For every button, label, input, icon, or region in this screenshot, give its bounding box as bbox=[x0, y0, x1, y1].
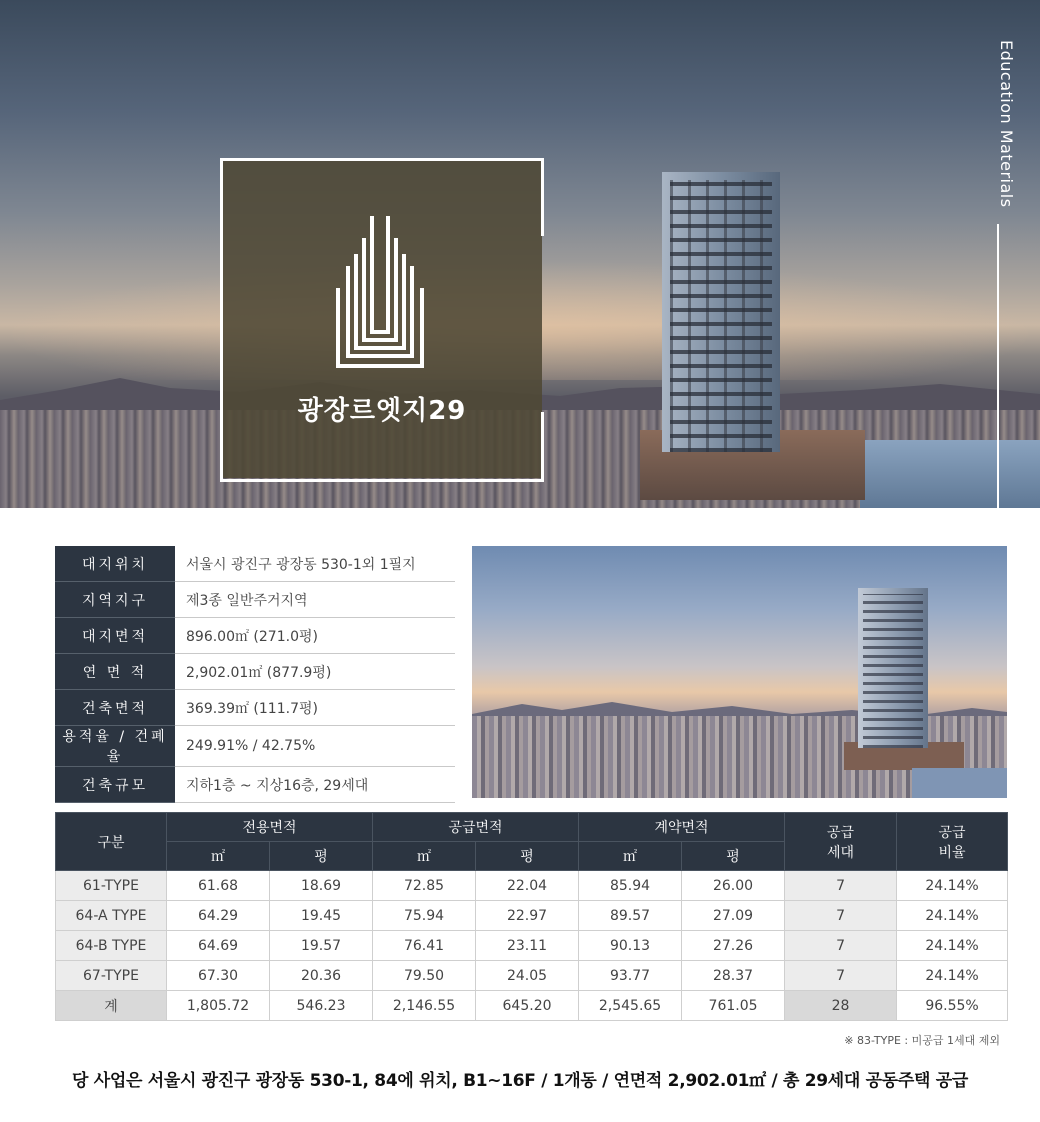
cell-ex-m: 67.30 bbox=[167, 961, 270, 991]
footnote: ※ 83-TYPE : 미공급 1세대 제외 bbox=[844, 1034, 1000, 1047]
table-row bbox=[56, 961, 1008, 991]
info-label: 용적율 / 건폐율 bbox=[55, 726, 175, 767]
header-pyeong: 평 bbox=[682, 842, 785, 871]
cell-type: 계 bbox=[56, 991, 167, 1021]
frame-line bbox=[220, 479, 544, 482]
cell-ex-m: 64.69 bbox=[167, 931, 270, 961]
photo-river bbox=[912, 768, 1007, 798]
header-sqm: ㎡ bbox=[579, 842, 682, 871]
info-row bbox=[55, 767, 455, 803]
info-label: 대지면적 bbox=[55, 618, 175, 654]
info-label: 대지위치 bbox=[55, 546, 175, 582]
info-value: 896.00㎡ (271.0평) bbox=[175, 618, 455, 654]
header-sqm: ㎡ bbox=[373, 842, 476, 871]
cell-co-m: 85.94 bbox=[579, 871, 682, 901]
cell-ratio: 24.14% bbox=[897, 961, 1008, 991]
header-pyeong: 평 bbox=[476, 842, 579, 871]
header-pyeong: 평 bbox=[270, 842, 373, 871]
project-info-table bbox=[55, 546, 455, 803]
cell-ratio: 96.55% bbox=[897, 991, 1008, 1021]
cell-co-p: 27.26 bbox=[682, 931, 785, 961]
cell-type: 64-B TYPE bbox=[56, 931, 167, 961]
cell-ratio: 24.14% bbox=[897, 901, 1008, 931]
cell-co-p: 26.00 bbox=[682, 871, 785, 901]
photo-tower bbox=[858, 588, 928, 748]
building-photo bbox=[472, 546, 1007, 798]
info-row bbox=[55, 618, 455, 654]
cell-type: 64-A TYPE bbox=[56, 901, 167, 931]
header-sqm: ㎡ bbox=[167, 842, 270, 871]
info-value: 2,902.01㎡ (877.9평) bbox=[175, 654, 455, 690]
info-row bbox=[55, 726, 455, 767]
header-supply-units: 공급 세대 bbox=[785, 813, 897, 871]
info-label: 연 면 적 bbox=[55, 654, 175, 690]
cell-su-p: 23.11 bbox=[476, 931, 579, 961]
brand-name: 광장르엣지29 bbox=[297, 396, 467, 426]
cell-ratio: 24.14% bbox=[897, 931, 1008, 961]
cell-co-p: 761.05 bbox=[682, 991, 785, 1021]
frame-line bbox=[541, 158, 544, 236]
cell-ex-p: 19.45 bbox=[270, 901, 373, 931]
cell-units: 28 bbox=[785, 991, 897, 1021]
unit-area-table bbox=[55, 812, 1008, 1021]
divider-line bbox=[997, 224, 999, 508]
info-value: 249.91% / 42.75% bbox=[175, 726, 455, 767]
table-row bbox=[56, 931, 1008, 961]
hero-banner bbox=[0, 0, 1040, 508]
info-row bbox=[55, 546, 455, 582]
info-value: 지하1층 ~ 지상16층, 29세대 bbox=[175, 767, 455, 803]
project-summary: 당 사업은 서울시 광진구 광장동 530-1, 84에 위치, B1~16F / 1개동 / 연면적 2,902.01㎡ / 총 29세대 공동주택 공급 bbox=[71, 1071, 969, 1091]
table-row bbox=[56, 901, 1008, 931]
cell-su-m: 79.50 bbox=[373, 961, 476, 991]
frame-line bbox=[220, 158, 223, 482]
info-row bbox=[55, 582, 455, 618]
table-row bbox=[56, 871, 1008, 901]
cell-co-p: 27.09 bbox=[682, 901, 785, 931]
cell-ex-p: 19.57 bbox=[270, 931, 373, 961]
cell-ex-p: 546.23 bbox=[270, 991, 373, 1021]
cell-co-m: 89.57 bbox=[579, 901, 682, 931]
cell-ex-p: 20.36 bbox=[270, 961, 373, 991]
cell-su-m: 76.41 bbox=[373, 931, 476, 961]
brand-logo-icon bbox=[332, 214, 428, 376]
cell-units: 7 bbox=[785, 871, 897, 901]
cell-ex-p: 18.69 bbox=[270, 871, 373, 901]
cell-ex-m: 1,805.72 bbox=[167, 991, 270, 1021]
cell-units: 7 bbox=[785, 961, 897, 991]
info-value: 제3종 일반주거지역 bbox=[175, 582, 455, 618]
header-supply-area: 공급면적 bbox=[373, 813, 579, 842]
cell-su-p: 22.97 bbox=[476, 901, 579, 931]
cell-ex-m: 64.29 bbox=[167, 901, 270, 931]
info-label: 지역지구 bbox=[55, 582, 175, 618]
cell-co-m: 93.77 bbox=[579, 961, 682, 991]
cell-type: 67-TYPE bbox=[56, 961, 167, 991]
header-division: 구분 bbox=[56, 813, 167, 871]
cell-units: 7 bbox=[785, 931, 897, 961]
river bbox=[860, 440, 1040, 508]
header-contract-area: 계약면적 bbox=[579, 813, 785, 842]
education-materials-label: Education Materials bbox=[997, 40, 1016, 208]
tower-building bbox=[662, 172, 780, 452]
info-label: 건축규모 bbox=[55, 767, 175, 803]
info-row bbox=[55, 654, 455, 690]
info-value: 서울시 광진구 광장동 530-1외 1필지 bbox=[175, 546, 455, 582]
cell-su-m: 72.85 bbox=[373, 871, 476, 901]
info-label: 건축면적 bbox=[55, 690, 175, 726]
cell-units: 7 bbox=[785, 901, 897, 931]
cell-su-m: 2,146.55 bbox=[373, 991, 476, 1021]
info-row bbox=[55, 690, 455, 726]
cell-su-p: 22.04 bbox=[476, 871, 579, 901]
total-row bbox=[56, 991, 1008, 1021]
cell-co-m: 90.13 bbox=[579, 931, 682, 961]
header-supply-ratio: 공급 비율 bbox=[897, 813, 1008, 871]
frame-line bbox=[220, 158, 544, 161]
cell-ex-m: 61.68 bbox=[167, 871, 270, 901]
cell-su-p: 24.05 bbox=[476, 961, 579, 991]
cell-co-m: 2,545.65 bbox=[579, 991, 682, 1021]
info-value: 369.39㎡ (111.7평) bbox=[175, 690, 455, 726]
header-exclusive-area: 전용면적 bbox=[167, 813, 373, 842]
cell-su-p: 645.20 bbox=[476, 991, 579, 1021]
cell-type: 61-TYPE bbox=[56, 871, 167, 901]
cell-su-m: 75.94 bbox=[373, 901, 476, 931]
cell-co-p: 28.37 bbox=[682, 961, 785, 991]
cell-ratio: 24.14% bbox=[897, 871, 1008, 901]
